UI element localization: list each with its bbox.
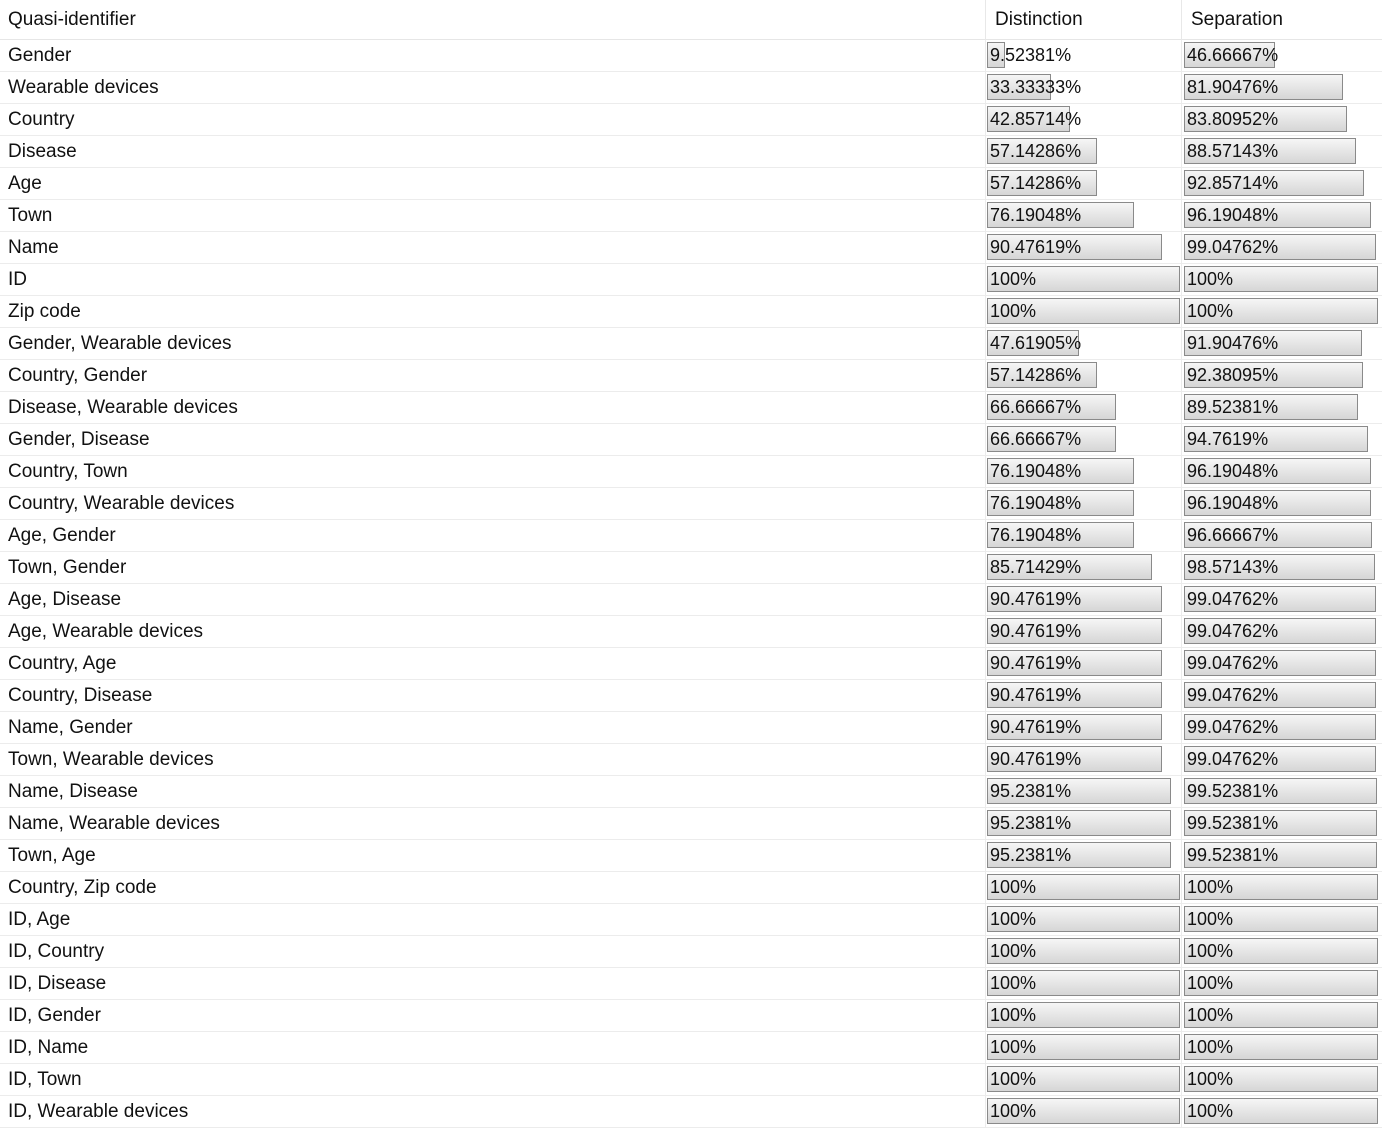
separation-value: 99.52381% — [1187, 781, 1279, 801]
quasi-identifier-cell: Town, Age — [8, 845, 96, 866]
quasi-identifier-cell: Country, Gender — [8, 365, 148, 386]
distinction-cell — [987, 202, 1180, 230]
quasi-identifier-cell: ID, Wearable devices — [8, 1101, 189, 1122]
table-row[interactable] — [0, 168, 1382, 200]
separation-value: 92.85714% — [1187, 173, 1279, 193]
distinction-cell — [987, 490, 1180, 518]
distinction-cell — [987, 394, 1180, 422]
table-row[interactable] — [0, 328, 1382, 360]
distinction-cell — [987, 458, 1180, 486]
distinction-cell — [987, 842, 1180, 870]
separation-value: 99.04762% — [1187, 749, 1279, 769]
quasi-identifier-cell: Disease — [8, 141, 77, 162]
table-row[interactable] — [0, 360, 1382, 392]
distinction-cell — [987, 1034, 1180, 1062]
quasi-identifier-cell: Disease, Wearable devices — [8, 397, 238, 418]
quasi-identifier-cell: Country, Zip code — [8, 877, 157, 898]
distinction-cell — [987, 1098, 1180, 1126]
quasi-identifier-cell: Gender — [8, 45, 72, 66]
separation-cell — [1184, 1034, 1378, 1062]
table-row[interactable] — [0, 776, 1382, 808]
distinction-value: 90.47619% — [990, 685, 1082, 705]
separation-cell — [1184, 1002, 1378, 1030]
distinction-cell — [987, 874, 1180, 902]
separation-value: 100% — [1187, 269, 1234, 289]
table-row[interactable] — [0, 136, 1382, 168]
separation-value: 99.04762% — [1187, 717, 1279, 737]
table-row[interactable] — [0, 264, 1382, 296]
distinction-value: 100% — [990, 1005, 1037, 1025]
separation-cell — [1184, 202, 1378, 230]
distinction-cell — [987, 906, 1180, 934]
separation-cell — [1184, 42, 1378, 70]
separation-cell — [1184, 138, 1378, 166]
separation-value: 91.90476% — [1187, 333, 1279, 353]
separation-value: 100% — [1187, 877, 1234, 897]
table-row[interactable] — [0, 968, 1382, 1000]
distinction-cell — [987, 106, 1180, 134]
quasi-identifier-cell: Age, Disease — [8, 589, 122, 610]
separation-value: 100% — [1187, 301, 1234, 321]
separation-value: 92.38095% — [1187, 365, 1279, 385]
distinction-value: 66.66667% — [990, 397, 1082, 417]
distinction-cell — [987, 266, 1180, 294]
distinction-value: 90.47619% — [990, 717, 1082, 737]
quasi-identifier-cell: Wearable devices — [8, 77, 159, 98]
table-row[interactable] — [0, 680, 1382, 712]
separation-value: 99.52381% — [1187, 813, 1279, 833]
separation-value: 99.04762% — [1187, 589, 1279, 609]
quasi-identifier-cell: Name, Gender — [8, 717, 133, 738]
table-row[interactable] — [0, 72, 1382, 104]
separation-cell — [1184, 778, 1378, 806]
distinction-value: 95.2381% — [990, 781, 1072, 801]
distinction-cell — [987, 170, 1180, 198]
separation-cell — [1184, 906, 1378, 934]
separation-cell — [1184, 426, 1378, 454]
distinction-value: 42.85714% — [990, 109, 1082, 129]
quasi-identifier-cell: ID, Disease — [8, 973, 107, 994]
table-row[interactable] — [0, 616, 1382, 648]
distinction-value: 100% — [990, 269, 1037, 289]
separation-value: 89.52381% — [1187, 397, 1279, 417]
distinction-cell — [987, 970, 1180, 998]
distinction-cell — [987, 682, 1180, 710]
distinction-value: 90.47619% — [990, 237, 1082, 257]
distinction-value: 100% — [990, 1101, 1037, 1121]
distinction-value: 90.47619% — [990, 653, 1082, 673]
separation-value: 96.19048% — [1187, 205, 1279, 225]
separation-cell — [1184, 1066, 1378, 1094]
distinction-value: 95.2381% — [990, 813, 1072, 833]
quasi-identifier-cell: Country, Age — [8, 653, 117, 674]
separation-value: 99.04762% — [1187, 685, 1279, 705]
separation-cell — [1184, 554, 1378, 582]
distinction-value: 76.19048% — [990, 493, 1082, 513]
separation-cell — [1184, 746, 1378, 774]
distinction-cell — [987, 362, 1180, 390]
separation-value: 100% — [1187, 973, 1234, 993]
table-header — [0, 0, 1382, 40]
separation-value: 100% — [1187, 1101, 1234, 1121]
separation-value: 100% — [1187, 1069, 1234, 1089]
distinction-cell — [987, 746, 1180, 774]
table-row[interactable] — [0, 1064, 1382, 1096]
quasi-identifier-cell: Town — [8, 205, 53, 226]
distinction-cell — [987, 426, 1180, 454]
column-divider[interactable] — [1181, 0, 1182, 40]
separation-cell — [1184, 970, 1378, 998]
quasi-identifier-cell: Age, Wearable devices — [8, 621, 204, 642]
separation-cell — [1184, 586, 1378, 614]
distinction-value: 47.61905% — [990, 333, 1082, 353]
distinction-value: 57.14286% — [990, 173, 1082, 193]
distinction-cell — [987, 298, 1180, 326]
distinction-value: 57.14286% — [990, 365, 1082, 385]
column-header-quasi-identifier[interactable]: Quasi-identifier — [8, 9, 136, 30]
separation-cell — [1184, 298, 1378, 326]
column-header-separation[interactable]: Separation — [1191, 9, 1283, 30]
separation-value: 100% — [1187, 909, 1234, 929]
column-separator — [1181, 40, 1182, 1128]
quasi-identifier-cell: ID, Country — [8, 941, 105, 962]
quasi-identifier-cell: ID, Town — [8, 1069, 82, 1090]
distinction-cell — [987, 714, 1180, 742]
table-row[interactable] — [0, 552, 1382, 584]
table-row[interactable] — [0, 488, 1382, 520]
table-row[interactable] — [0, 584, 1382, 616]
separation-cell — [1184, 650, 1378, 678]
table-row[interactable] — [0, 648, 1382, 680]
quasi-identifier-cell: Age — [8, 173, 42, 194]
distinction-cell — [987, 586, 1180, 614]
distinction-cell — [987, 330, 1180, 358]
distinction-value: 100% — [990, 973, 1037, 993]
separation-cell — [1184, 106, 1378, 134]
table-row[interactable] — [0, 40, 1382, 72]
distinction-value: 76.19048% — [990, 461, 1082, 481]
column-separator — [985, 40, 986, 1128]
quasi-identifier-cell: Zip code — [8, 301, 81, 322]
separation-cell — [1184, 458, 1378, 486]
separation-value: 96.19048% — [1187, 493, 1279, 513]
quasi-identifier-cell: ID, Age — [8, 909, 71, 930]
distinction-value: 90.47619% — [990, 749, 1082, 769]
distinction-value: 33.33333% — [990, 77, 1082, 97]
separation-value: 96.19048% — [1187, 461, 1279, 481]
separation-value: 83.80952% — [1187, 109, 1279, 129]
quasi-identifier-cell: Town, Gender — [8, 557, 127, 578]
distinction-cell — [987, 1002, 1180, 1030]
distinction-value: 76.19048% — [990, 525, 1082, 545]
separation-cell — [1184, 682, 1378, 710]
table-row[interactable] — [0, 872, 1382, 904]
quasi-identifier-cell: Gender, Wearable devices — [8, 333, 232, 354]
distinction-cell — [987, 650, 1180, 678]
quasi-identifier-cell: ID, Gender — [8, 1005, 101, 1026]
separation-value: 100% — [1187, 1005, 1234, 1025]
distinction-value: 100% — [990, 909, 1037, 929]
table-row[interactable] — [0, 1096, 1382, 1128]
distinction-value: 100% — [990, 301, 1037, 321]
separation-cell — [1184, 874, 1378, 902]
table-row[interactable] — [0, 456, 1382, 488]
quasi-identifier-cell: Gender, Disease — [8, 429, 150, 450]
distinction-cell — [987, 778, 1180, 806]
quasi-identifier-cell: Country — [8, 109, 75, 130]
table-row[interactable] — [0, 424, 1382, 456]
distinction-cell — [987, 554, 1180, 582]
table-row[interactable] — [0, 200, 1382, 232]
table-row[interactable] — [0, 296, 1382, 328]
separation-value: 100% — [1187, 1037, 1234, 1057]
separation-cell — [1184, 714, 1378, 742]
quasi-identifier-cell: Country, Wearable devices — [8, 493, 235, 514]
separation-value: 81.90476% — [1187, 77, 1279, 97]
separation-cell — [1184, 266, 1378, 294]
distinction-cell — [987, 1066, 1180, 1094]
distinction-value: 95.2381% — [990, 845, 1072, 865]
distinction-value: 66.66667% — [990, 429, 1082, 449]
distinction-value: 100% — [990, 1037, 1037, 1057]
distinction-value: 90.47619% — [990, 621, 1082, 641]
distinction-cell — [987, 234, 1180, 262]
table-row[interactable] — [0, 936, 1382, 968]
distinction-value: 100% — [990, 941, 1037, 961]
separation-cell — [1184, 842, 1378, 870]
separation-value: 94.7619% — [1187, 429, 1269, 449]
distinction-cell — [987, 522, 1180, 550]
separation-cell — [1184, 362, 1378, 390]
separation-cell — [1184, 170, 1378, 198]
separation-cell — [1184, 74, 1378, 102]
separation-value: 99.04762% — [1187, 621, 1279, 641]
quasi-identifier-cell: Age, Gender — [8, 525, 116, 546]
separation-cell — [1184, 234, 1378, 262]
quasi-identifier-cell: Country, Town — [8, 461, 128, 482]
separation-cell — [1184, 810, 1378, 838]
separation-value: 99.52381% — [1187, 845, 1279, 865]
distinction-cell — [987, 138, 1180, 166]
separation-value: 99.04762% — [1187, 653, 1279, 673]
separation-cell — [1184, 522, 1378, 550]
separation-cell — [1184, 330, 1378, 358]
table-row[interactable] — [0, 1000, 1382, 1032]
table-row[interactable] — [0, 392, 1382, 424]
column-divider[interactable] — [985, 0, 986, 40]
quasi-identifier-cell: Name, Wearable devices — [8, 813, 220, 834]
separation-value: 100% — [1187, 941, 1234, 961]
separation-value: 46.66667% — [1187, 45, 1279, 65]
distinction-value: 90.47619% — [990, 589, 1082, 609]
separation-value: 98.57143% — [1187, 557, 1279, 577]
separation-value: 99.04762% — [1187, 237, 1279, 257]
table-row[interactable] — [0, 520, 1382, 552]
quasi-identifier-cell: ID, Name — [8, 1037, 89, 1058]
distinction-value: 9.52381% — [990, 45, 1072, 65]
quasi-identifier-cell: ID — [8, 269, 27, 290]
distinction-cell — [987, 938, 1180, 966]
quasi-identifier-cell: Country, Disease — [8, 685, 153, 706]
distinction-value: 57.14286% — [990, 141, 1082, 161]
quasi-identifier-cell: Name — [8, 237, 59, 258]
table-row[interactable] — [0, 712, 1382, 744]
distinction-cell — [987, 42, 1180, 70]
distinction-cell — [987, 74, 1180, 102]
distinction-value: 100% — [990, 1069, 1037, 1089]
separation-value: 88.57143% — [1187, 141, 1279, 161]
table-row[interactable] — [0, 808, 1382, 840]
distinction-cell — [987, 810, 1180, 838]
table-row[interactable] — [0, 104, 1382, 136]
distinction-cell — [987, 618, 1180, 646]
table-row[interactable] — [0, 744, 1382, 776]
separation-value: 96.66667% — [1187, 525, 1279, 545]
column-header-distinction[interactable]: Distinction — [995, 9, 1083, 30]
table-row[interactable] — [0, 232, 1382, 264]
separation-cell — [1184, 618, 1378, 646]
distinction-value: 85.71429% — [990, 557, 1082, 577]
table-row[interactable] — [0, 840, 1382, 872]
separation-cell — [1184, 1098, 1378, 1126]
table-row[interactable] — [0, 904, 1382, 936]
table-row[interactable] — [0, 1032, 1382, 1064]
separation-cell — [1184, 938, 1378, 966]
quasi-identifier-cell: Name, Disease — [8, 781, 138, 802]
quasi-identifier-cell: Town, Wearable devices — [8, 749, 214, 770]
distinction-value: 100% — [990, 877, 1037, 897]
separation-cell — [1184, 394, 1378, 422]
distinction-value: 76.19048% — [990, 205, 1082, 225]
separation-cell — [1184, 490, 1378, 518]
